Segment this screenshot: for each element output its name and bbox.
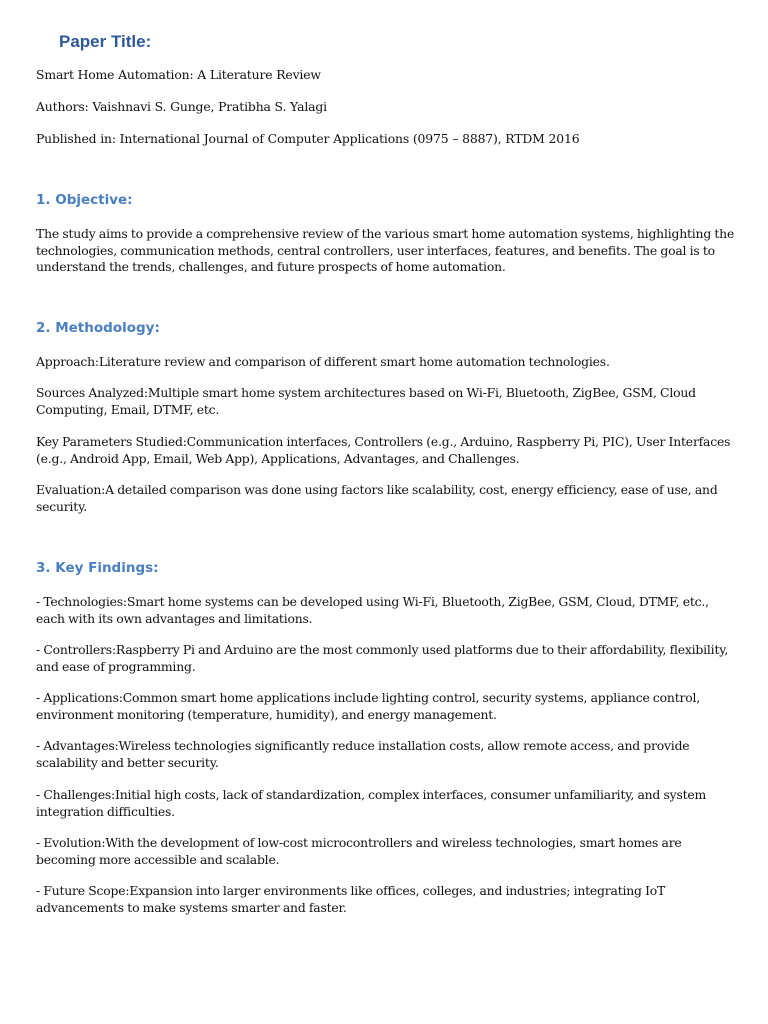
finding-applications: - Applications:Common smart home applications include lighting control, security systems, appliance control, environment monitoring (temperature, humidity), and energy management. (36, 690, 700, 722)
finding-advantages: - Advantages:Wireless technologies significantly reduce installation costs, allow remote access, and provide scalability and better security. (36, 738, 690, 770)
finding-technologies: - Technologies:Smart home systems can be developed using Wi-Fi, Bluetooth, ZigBee, GSM, Cloud, DTMF, etc., each with its own advantages and limitations. (36, 594, 709, 626)
published-line: Published in: International Journal of Computer Applications (0975 – 8887), RTDM 2016 (36, 131, 580, 146)
finding-controllers: - Controllers:Raspberry Pi and Arduino are the most commonly used platforms due to their affordability, flexibility, and ease of programming. (36, 642, 729, 674)
authors-line: Authors: Vaishnavi S. Gunge, Pratibha S. Yalagi (36, 99, 327, 114)
methodology-approach: Approach:Literature review and comparison of different smart home automation technologies. (36, 354, 610, 369)
methodology-heading: 2. Methodology: (36, 320, 160, 336)
paper-title-line: Smart Home Automation: A Literature Review (36, 67, 321, 82)
objective-heading: 1. Objective: (36, 192, 133, 208)
finding-evolution: - Evolution:With the development of low-cost microcontrollers and wireless technologies, smart homes are becoming more accessible and scalable. (36, 835, 682, 867)
methodology-sources: Sources Analyzed:Multiple smart home system architectures based on Wi-Fi, Bluetooth, ZigBee, GSM, Cloud Computing, Email, DTMF, etc. (36, 385, 696, 417)
paper-title-label: Paper Title: (59, 32, 152, 51)
findings-heading: 3. Key Findings: (36, 560, 159, 576)
finding-challenges: - Challenges:Initial high costs, lack of standardization, complex interfaces, consumer unfamiliarity, and system integration difficulties. (36, 787, 707, 819)
finding-future-scope: - Future Scope:Expansion into larger environments like offices, colleges, and industries; integrating IoT advancements to make systems smarter and faster. (36, 883, 666, 915)
methodology-parameters: Key Parameters Studied:Communication interfaces, Controllers (e.g., Arduino, Raspberry Pi, PIC), User Interfaces (e.g., Android App, Email, Web App), Applications, Advantages, and Challenges. (36, 434, 731, 466)
methodology-evaluation: Evaluation:A detailed comparison was done using factors like scalability, cost, energy efficiency, ease of use, and security. (36, 482, 718, 514)
objective-text: The study aims to provide a comprehensive review of the various smart home automation systems, highlighting the technologies, communication methods, central controllers, user interfaces, features, and benefits. The goal is to understand the trends, challenges, and future prospects of home automation. (36, 226, 735, 275)
